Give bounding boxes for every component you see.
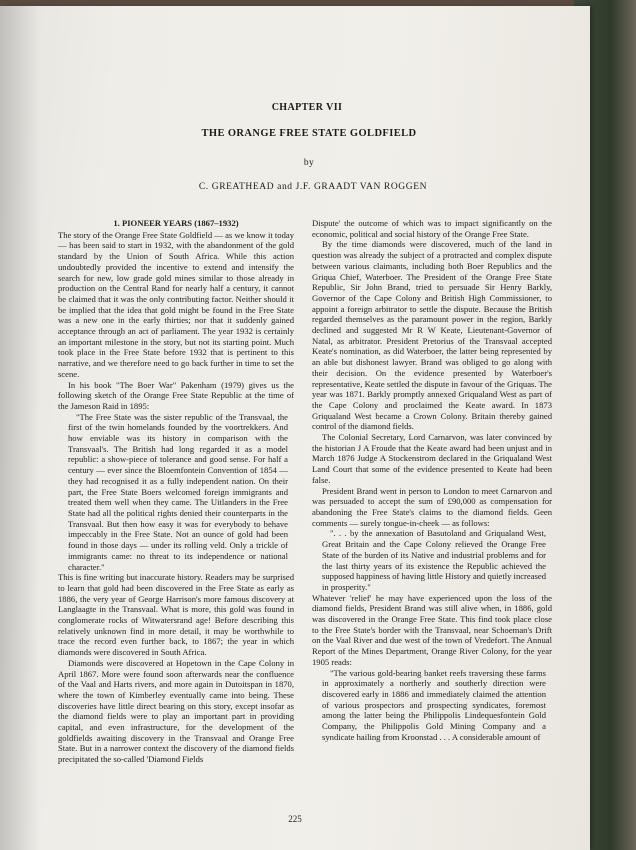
paragraph: President Brand went in person to London to meet Carnarvon and was persuaded to accept the sum of £90,000 as compensation for abandoning the Free State's claims to the diamond fields. Geen comments — surely tongue-in-cheek — as follows: bbox=[312, 485, 552, 528]
right-column bbox=[312, 218, 552, 808]
block-quote: "The Free State was the sister republic of the Transvaal, the first of the twin homelands founded by the voortrekkers. And how enviable was its history in comparison with the Transvaal's. The British had long regarded it as a model republic: a show-piece of tolerance and good sense. For half a century — ever since the Bloemfontein Convention of 1854 — they had recognised it as a fully independent nation. On their part, the Free State Boers welcomed foreign immigrants and treated them well when they came. The Uitlanders in the Free State had all the political rights denied their counterparts in the Transvaal. But then how easy it was for everybody to behave impeccably in the Free State. Not an ounce of gold had been found in those days — under its rolling veld. Only a trickle of immigrants came: no threat to its independence or national character." bbox=[68, 411, 288, 572]
paragraph: The story of the Orange Free State Goldfield — as we know it today — has been said to start in 1932, with the abandonment of the gold standard by the Union of South Africa. While this action undoubtedly provided the incentive to extend and intensify the search for new, low grade gold mines similar to those already in production on the Central Rand for nearly half a century, it cannot be claimed that it was the only contributing factor. Neither should it be implied that the idea that gold might be found in the Free State was a new one in the early thirties; nor that it suddenly gained acceptance through an act of parliament. The year 1932 is certainly an important milestone in the story, but not its starting point. Much took place in the Free State before 1932 that is pertinent to this narrative, and we therefore need to go back further in time to set the scene. bbox=[58, 229, 294, 379]
block-quote: "The various gold-bearing banket reefs traversing these farms in approximately a northerly and southerly direction were discovered early in 1886 and immediately claimed the attention of various prospectors and prospecting syndicates, foremost among the latter being the Philippolis Lindequesfontein Gold Company, the Philippolis Gold Mining Company and a syndicate hailing from Kroonstad . . . A considerable amount of bbox=[322, 667, 546, 742]
paragraph: Dispute' the outcome of which was to impact significantly on the economic, political and social history of the Orange Free State. bbox=[312, 218, 552, 239]
section-heading: 1. PIONEER YEARS (1867–1932) bbox=[113, 218, 239, 228]
left-column bbox=[58, 218, 294, 808]
byline-word: by bbox=[303, 158, 315, 168]
page-number: 225 bbox=[288, 814, 302, 824]
authors: C. GREATHEAD and J.F. GRAADT VAN ROGGEN bbox=[198, 182, 428, 192]
chapter-title: THE ORANGE FREE STATE GOLDFIELD bbox=[201, 128, 417, 139]
paragraph: Diamonds were discovered at Hopetown in the Cape Colony in April 1867. More were found soon afterwards near the confluence of the Vaal and Harts rivers, and more again in Dutoitspan in 1870, where the town of Kimberley eventually came into being. These discoveries have little direct bearing on this story, except insofar as the diamond fields were to play an important part in providing capital, and even infrastructure, for the development of the goldfields awaiting discovery in the Transvaal and Orange Free State. But in a narrower context the discovery of the diamond fields precipitated the so-called 'Diamond Fields bbox=[58, 657, 294, 765]
paragraph: This is fine writing but inaccurate history. Readers may be surprised to learn that gold had been discovered in the Free State as early as 1886, the very year of George Harrison's more famous discovery at Langlaagte in the Transvaal. What is more, this gold was found in conglomerate rocks of Witwatersrand age! Before describing this relatively unknown find in more detail, it may be worthwhile to trace the record even further back, to 1867; the year in which diamonds were discovered in South Africa. bbox=[58, 572, 294, 658]
paragraph: By the time diamonds were discovered, much of the land in question was already the subject of a protracted and complex dispute between various claimants, including both Boer Republics and the Griqua Chief, Waterboer. The President of the Orange Free State Republic, Sir John Brand, tried to persuade Sir Henry Barkly, Governor of the Cape Colony and British High Commissioner, to appoint a foreign arbitrator to settle the dispute. Because the British regarded themselves as the paramount power in the region, Barkly declined and suggested Mr R W Keate, Lieutenant-Governor of Natal, as arbitrator. President Pretorius of the Transvaal accepted Keate's nomination, as did Waterboer, the latter being represented by an able but dishonest lawyer. Brand was obliged to go along with their decision. On the evidence presented by Waterboer's representative, Keate settled the dispute in favour of the Griquas. The year was 1871. Barkly promptly annexed Griqualand West as part of the Cape Colony and proclaimed the Keate award. In 1873 Griqualand West became a Crown Colony. Britain thereby gained control of the diamond fields. bbox=[312, 239, 552, 432]
paragraph: In his book "The Boer War" Pakenham (1979) gives us the following sketch of the Orange Free State Republic at the time of the Jameson Raid in 1895: bbox=[58, 379, 294, 411]
paragraph: Whatever 'relief' he may have experienced upon the loss of the diamond fields, President Brand was still alive when, in 1886, gold was discovered in the Orange Free State. This find took place close to the Free State's border with the Transvaal, near Schoeman's Drift on the Vaal River and due west of the town of Vredefort. The Annual Report of the Mines Department, Orange River Colony, for the year 1905 reads: bbox=[312, 592, 552, 667]
chapter-label: CHAPTER VII bbox=[271, 102, 343, 113]
block-quote: ". . . by the annexation of Basutoland and Griqualand West, Great Britain and the Cape Colony relieved the Orange Free State of the burden of its Native and industrial problems and for the last thirty years of its existence the Republic achieved the supposed happiness of having little History and quietly increased in prosperity." bbox=[322, 528, 546, 592]
book-page bbox=[0, 6, 590, 850]
paragraph: The Colonial Secretary, Lord Carnarvon, was later convinced by the historian J A Froude that the Keate award had been unjust and in March 1876 Judge A Stockenstrom declared in the Griqualand West Land Court that some of the evidence presented to Keate had been false. bbox=[312, 432, 552, 485]
